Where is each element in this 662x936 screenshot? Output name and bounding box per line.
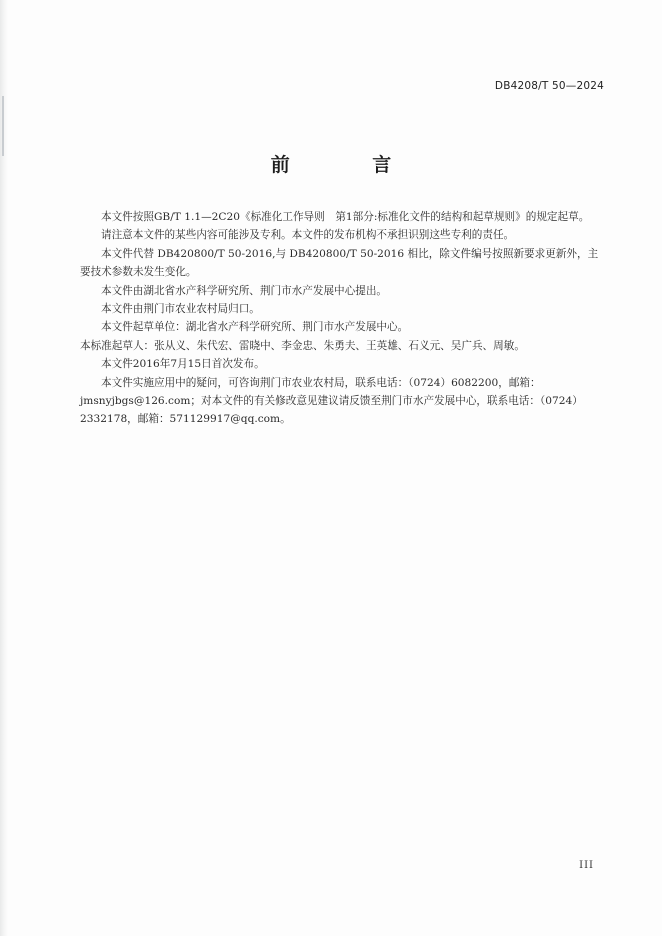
document-number: DB4208/T 50—2024 xyxy=(494,80,604,92)
paragraph-first-release: 本文件2016年7月15日首次发布。 xyxy=(101,358,265,371)
paragraph-replacement: 本文件代替 DB420800/T 50-2016,与 DB420800/T 50-2016 相比，除文件编号按照新要求更新外，主要技术参数未发生变化。 xyxy=(80,247,599,279)
foreword-body xyxy=(80,208,608,429)
paragraph-drafters: 本标准起草人：张从义、朱代宏、雷晓中、李金忠、朱勇夫、王英雄、石义元、吴广兵、周敏。 xyxy=(80,339,525,352)
page-title: 前 言 xyxy=(270,154,430,176)
scan-mark xyxy=(2,96,4,156)
paragraph-drafting-units: 本文件起草单位：湖北省水产科学研究所、荆门市水产发展中心。 xyxy=(101,321,409,334)
page-number: III xyxy=(579,860,594,871)
paragraph-patent-notice: 请注意本文件的某些内容可能涉及专利。本文件的发布机构不承担识别这些专利的责任。 xyxy=(101,229,515,242)
paragraph-administrator: 本文件由荆门市农业农村局归口。 xyxy=(101,303,260,316)
paragraph-drafting-basis: 本文件按照GB/T 1.1—2C20《标准化工作导则 第1部分:标准化文件的结构和起草规则》的规定起草。 xyxy=(101,211,590,223)
paragraph-contact: 本文件实施应用中的疑问，可咨询荆门市农业农村局，联系电话：（0724）6082200，邮箱：jmsnyjbgs@126.com；对本文件的有关修改意见建议请反馈至荆门市水产发展中心，联系电话：（0724）2332178，邮箱：571129917@qq.com。 xyxy=(80,376,583,426)
paragraph-proposer: 本文件由湖北省水产科学研究所、荆门市水产发展中心提出。 xyxy=(101,284,388,297)
